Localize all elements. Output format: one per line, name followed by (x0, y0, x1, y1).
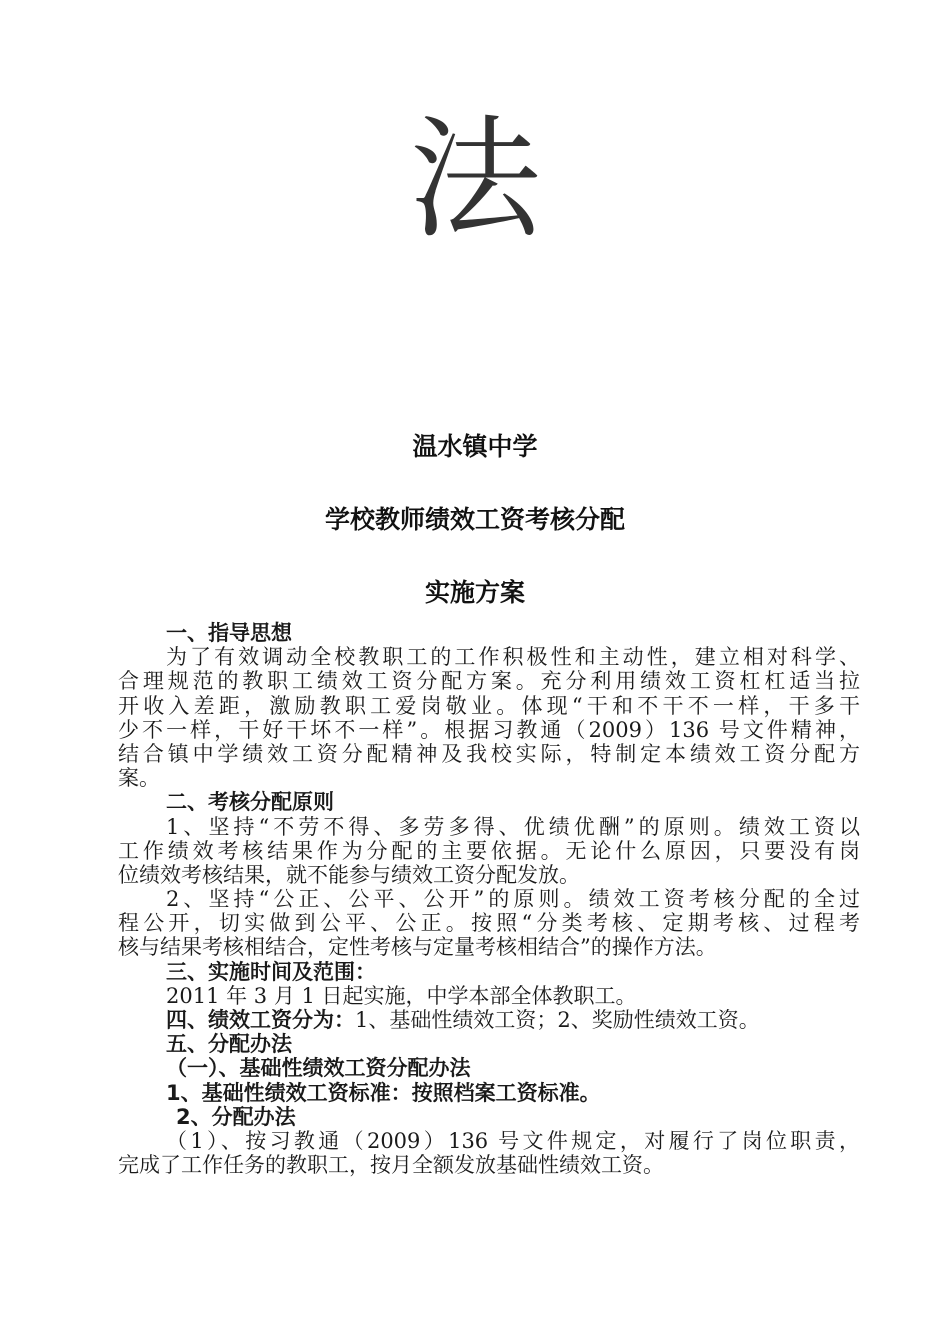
plan-title: 实施方案 (424, 578, 525, 607)
paragraph-line: 2、坚持“公正、公平、公开”的原则。绩效工资考核分配的全过 (166, 887, 860, 912)
item-heading-standard: 1、基础性绩效工资标准：按照档案工资标准。 (166, 1080, 601, 1105)
paragraph-line: 结合镇中学绩效工资分配精神及我校实际，特制定本绩效工资分配方 (118, 741, 860, 766)
section-heading-time-scope: 三、实施时间及范围： (166, 959, 376, 984)
paragraph-line: 程公开，切实做到公平、公正。按照“分类考核、定期考核、过程考 (118, 911, 860, 936)
paragraph-line: 开收入差距，激励教职工爱岗敬业。体现“干和不干不一样，干多干 (118, 693, 860, 718)
subsection-heading-basic: （一）、基础性绩效工资分配办法 (166, 1056, 471, 1081)
paragraph-line: 为了有效调动全校教职工的工作积极性和主动性，建立相对科学、 (166, 645, 860, 670)
paragraph-line: 核与结果考核相结合，定性考核与定量考核相结合”的操作方法。 (118, 935, 717, 960)
paragraph-line: 合理规范的教职工绩效工资分配方案。充分利用绩效工资杠杠适当拉 (118, 669, 860, 694)
paragraph-line: 位绩效考核结果，就不能参与绩效工资分配发放。 (118, 862, 580, 887)
school-name-title: 温水镇中学 (412, 432, 538, 461)
section-heading-guiding-thought: 一、指导思想 (166, 621, 292, 645)
subject-title: 学校教师绩效工资考核分配 (324, 505, 625, 534)
cover-character: 法 (409, 103, 541, 257)
paragraph-line: 完成了工作任务的教职工，按月全额发放基础性绩效工资。 (118, 1153, 664, 1178)
paragraph-line: （1）、按习教通（2009）136 号文件规定，对履行了岗位职责， (166, 1128, 860, 1153)
item-heading-method: 2、分配办法 (176, 1104, 296, 1129)
paragraph-line: 案。 (118, 766, 160, 791)
paragraph-line: 1、坚持“不劳不得、多劳多得、优绩优酬”的原则。绩效工资以 (166, 814, 860, 839)
salary-types-label: 四、绩效工资分为： (166, 1008, 355, 1032)
section-heading-salary-types (118, 1008, 860, 1032)
section-heading-distribution: 五、分配办法 (166, 1032, 292, 1057)
section-heading-principles: 二、考核分配原则 (166, 790, 334, 815)
document-body (118, 621, 860, 1177)
paragraph-line: 2011 年 3 月 1 日起实施，中学本部全体教职工。 (166, 983, 637, 1008)
salary-types-text: 1、基础性绩效工资；2、奖励性绩效工资。 (355, 1008, 760, 1032)
paragraph-line: 工作绩效考核结果作为分配的主要依据。无论什么原因，只要没有岗 (118, 838, 860, 863)
paragraph-line: 少不一样，干好干坏不一样”。根据习教通（2009）136 号文件精神， (118, 717, 860, 742)
